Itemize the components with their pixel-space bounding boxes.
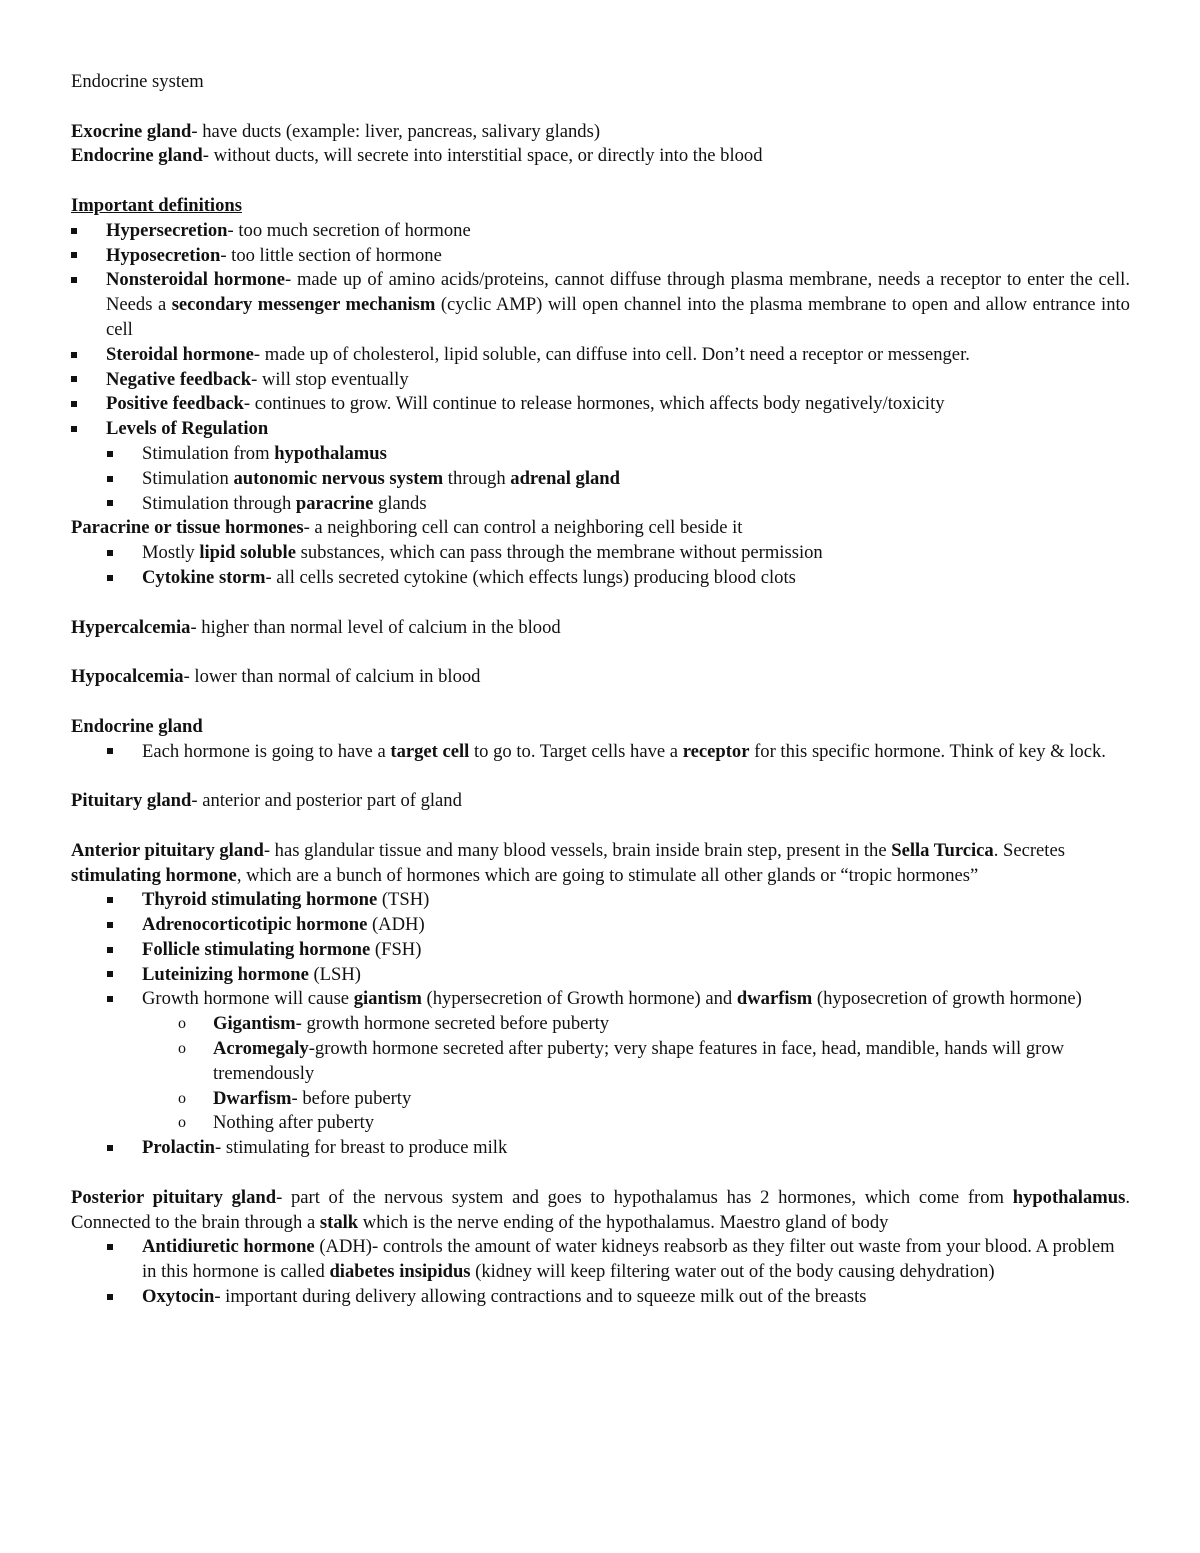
posterior-pituitary-definition	[71, 1186, 1130, 1236]
bullet	[107, 1235, 127, 1260]
text-run: -growth hormone secreted after puberty; very shape features in face, head, mandible, hands will grow tremendously	[213, 1038, 1065, 1084]
doc-title: Endocrine system	[71, 71, 204, 92]
square-bullet-icon	[107, 451, 113, 457]
bullet	[107, 492, 127, 517]
bold-term: Prolactin	[142, 1137, 215, 1159]
text-run: Nothing after puberty	[213, 1112, 375, 1134]
text-run: Stimulation	[142, 467, 234, 489]
text-run: - all cells secreted cytokine (which effects lungs) producing blood clots	[265, 566, 796, 588]
bold-term: Paracrine or tissue hormones	[71, 517, 304, 539]
bold-term: Antidiuretic hormone	[142, 1236, 315, 1258]
list-item	[71, 244, 1130, 269]
bold-term: Adrenocorticotipic hormone	[142, 914, 368, 936]
text-run: substances, which can pass through the membrane without permission	[295, 542, 823, 564]
bold-term: diabetes insipidus	[329, 1261, 471, 1283]
square-bullet-icon	[71, 376, 77, 382]
endocrine-gland-list	[71, 740, 1130, 765]
square-bullet-icon	[107, 550, 113, 556]
text-run: - continues to grow. Will continue to release hormones, which affects body negatively/toxicity	[243, 393, 945, 415]
bold-term: Hypocalcemia	[71, 666, 184, 688]
bullet	[71, 219, 91, 244]
text-run: (FSH)	[370, 938, 422, 960]
square-bullet-icon	[107, 996, 113, 1002]
bold-term: Hyposecretion	[106, 244, 221, 266]
bullet	[107, 566, 127, 591]
posterior-pituitary-list	[71, 1235, 1130, 1309]
text-run: - will stop eventually	[251, 368, 409, 390]
text-run: (TSH)	[377, 889, 430, 911]
bold-term: paracrine	[295, 492, 374, 514]
bold-term: hypothalamus	[274, 442, 387, 464]
bold-term: Levels of Regulation	[106, 418, 269, 440]
text-run: - too much secretion of hormone	[227, 219, 471, 241]
bold-term: Nonsteroidal hormone	[106, 269, 285, 291]
text-run: - anterior and posterior part of gland	[191, 790, 462, 812]
text-run: , which are a bunch of hormones which are going to stimulate all other glands or “tropic hormones”	[236, 864, 979, 886]
square-bullet-icon	[71, 252, 77, 258]
list-item	[71, 219, 1130, 244]
bullet	[107, 1136, 127, 1161]
text-run: - too little section of hormone	[220, 244, 442, 266]
bullet	[107, 442, 127, 467]
text-run: (kidney will keep filtering water out of the body causing dehydration)	[470, 1261, 995, 1283]
text-run: Growth hormone will cause	[142, 988, 354, 1010]
paracrine-list	[71, 541, 1130, 591]
text-run: - have ducts (example: liver, pancreas, salivary glands)	[191, 120, 601, 142]
text-run: through	[443, 467, 511, 489]
square-bullet-icon	[71, 401, 77, 407]
bullet	[71, 268, 91, 293]
term: Exocrine gland	[71, 120, 192, 142]
square-bullet-icon	[107, 1294, 113, 1300]
square-bullet-icon	[71, 426, 77, 432]
bold-term: Positive feedback	[106, 393, 244, 415]
term: Endocrine gland	[71, 145, 203, 167]
text-run: (cyclic AMP) will open channel into the plasma membrane to open and allow entrance into cell	[106, 294, 1130, 340]
text-run: glands	[373, 492, 427, 514]
bullet	[107, 987, 127, 1012]
bold-term: lipid soluble	[199, 542, 296, 564]
list-item	[71, 492, 1130, 517]
bold-term: Important definitions	[71, 194, 242, 216]
anterior-pituitary-definition	[71, 839, 1130, 889]
endocrine-definition	[71, 144, 1130, 169]
definitions-list	[71, 219, 1130, 517]
endocrine-gland-heading	[71, 715, 1130, 740]
bold-term: hypothalamus	[1012, 1186, 1126, 1208]
bold-term: Steroidal hormone	[106, 343, 254, 365]
text-run: which is the nerve ending of the hypothalamus. Maestro gland of body	[358, 1211, 889, 1233]
bold-term: Cytokine storm	[142, 566, 266, 588]
bold-term: Endocrine gland	[71, 715, 203, 737]
bullet	[107, 467, 127, 492]
bold-term: Oxytocin	[142, 1286, 215, 1308]
bullet	[71, 417, 91, 442]
list-item	[71, 467, 1130, 492]
list-item	[71, 913, 1130, 938]
pituitary-definition	[71, 789, 1130, 814]
text-run: . Secretes	[993, 839, 1065, 861]
bullet	[71, 343, 91, 368]
bold-term: giantism	[353, 988, 422, 1010]
list-item	[71, 392, 1130, 417]
text-run: - part of the nervous system and goes to hypothalamus has 2 hormones, which come from	[276, 1186, 1013, 1208]
text-run: - made up of cholesterol, lipid soluble, can diffuse into cell. Don’t need a receptor or messenger.	[253, 343, 970, 365]
bold-term: dwarfism	[736, 988, 813, 1010]
list-item	[71, 368, 1130, 393]
bold-term: Pituitary gland	[71, 790, 192, 812]
bold-term: adrenal gland	[510, 467, 620, 489]
text-run: (hypersecretion of Growth hormone) and	[421, 988, 737, 1010]
bold-term: Gigantism	[213, 1013, 296, 1035]
bullet	[107, 541, 127, 566]
hypercalcemia-definition	[71, 616, 1130, 641]
square-bullet-icon	[107, 947, 113, 953]
text-run: - a neighboring cell can control a neighboring cell beside it	[303, 517, 743, 539]
square-bullet-icon	[107, 1244, 113, 1250]
square-bullet-icon	[107, 500, 113, 506]
text-run: Mostly	[142, 542, 200, 564]
bold-term: Acromegaly	[213, 1038, 309, 1060]
list-item	[71, 1111, 1130, 1136]
list-item	[71, 417, 1130, 442]
text-run: (LSH)	[308, 963, 362, 985]
bold-term: Anterior pituitary gland	[71, 839, 264, 861]
square-bullet-icon	[107, 1145, 113, 1151]
bold-term: target cell	[390, 740, 470, 762]
text-run: - stimulating for breast to produce milk	[215, 1137, 508, 1159]
bold-term: Sella Turcica	[891, 839, 994, 861]
bullet	[71, 392, 91, 417]
bullet	[71, 368, 91, 393]
list-item	[71, 541, 1130, 566]
definitions-heading	[71, 194, 1130, 219]
circle-bullet-icon: o	[178, 1015, 186, 1033]
square-bullet-icon	[71, 277, 77, 283]
text-run: for this specific hormone. Think of key & lock.	[749, 740, 1106, 762]
text-run: Stimulation from	[142, 442, 275, 464]
square-bullet-icon	[107, 575, 113, 581]
bullet	[107, 888, 127, 913]
text-run: (hyposecretion of growth hormone)	[812, 988, 1082, 1010]
bold-term: Posterior pituitary gland	[71, 1186, 277, 1208]
list-item	[71, 963, 1130, 988]
list-item	[71, 566, 1130, 591]
text-run: to go to. Target cells have a	[469, 740, 683, 762]
hypocalcemia-definition	[71, 665, 1130, 690]
bold-term: Hypersecretion	[106, 219, 228, 241]
bold-term: Dwarfism	[213, 1087, 292, 1109]
text-run: Stimulation through	[142, 492, 296, 514]
square-bullet-icon	[71, 228, 77, 234]
text-run: - lower than normal of calcium in blood	[183, 666, 481, 688]
bold-term: autonomic nervous system	[233, 467, 444, 489]
list-item	[71, 987, 1130, 1012]
text-run: (ADH)	[367, 914, 425, 936]
bold-term: Luteinizing hormone	[142, 963, 309, 985]
square-bullet-icon	[107, 971, 113, 977]
text-run: - important during delivery allowing contractions and to squeeze milk out of the breasts	[214, 1286, 867, 1308]
bullet	[107, 740, 127, 765]
list-item	[71, 1087, 1130, 1112]
list-item	[71, 1136, 1130, 1161]
circle-bullet-icon: o	[178, 1040, 186, 1058]
underline	[71, 195, 242, 216]
list-item	[71, 268, 1130, 342]
text-run: - made up of amino acids/proteins, cannot diffuse through plasma membrane, needs a receptor to enter the cell. Needs a	[106, 269, 1130, 316]
list-item	[71, 888, 1130, 913]
bold-term: stalk	[319, 1211, 359, 1233]
bold-term: Follicle stimulating hormone	[142, 938, 371, 960]
text-run: - has glandular tissue and many blood vessels, brain inside brain step, present in the	[263, 839, 892, 861]
square-bullet-icon	[107, 897, 113, 903]
text-run: - higher than normal level of calcium in the blood	[190, 616, 561, 638]
text-run: - without ducts, will secrete into interstitial space, or directly into the blood	[202, 145, 763, 167]
bold-term: Hypercalcemia	[71, 616, 191, 638]
bold-term: Negative feedback	[106, 368, 252, 390]
text-run: (ADH)- controls the amount of water kidneys reabsorb as they filter out waste from your blood. A problem in this hormone is called	[142, 1236, 1115, 1283]
exocrine-definition	[71, 120, 1130, 145]
list-item	[71, 1037, 1130, 1087]
list-item	[71, 1012, 1130, 1037]
text-run: . Connected to the brain through a	[71, 1186, 1130, 1233]
bullet	[107, 938, 127, 963]
list-item	[71, 442, 1130, 467]
bullet	[107, 913, 127, 938]
circle-bullet-icon: o	[178, 1089, 186, 1107]
bullet	[107, 963, 127, 988]
list-item	[71, 1235, 1130, 1285]
bold-term: secondary messenger mechanism	[171, 294, 436, 316]
square-bullet-icon	[71, 352, 77, 358]
text-run: - growth hormone secreted before puberty	[295, 1013, 610, 1035]
bullet	[107, 1285, 127, 1310]
list-item	[71, 740, 1130, 765]
text-run: - before puberty	[291, 1087, 412, 1109]
list-item	[71, 1285, 1130, 1310]
bold-term: Thyroid stimulating hormone	[142, 889, 378, 911]
circle-bullet-icon: o	[178, 1114, 186, 1132]
square-bullet-icon	[107, 922, 113, 928]
list-item	[71, 938, 1130, 963]
bullet	[71, 244, 91, 269]
text-run: Each hormone is going to have a	[142, 740, 391, 762]
bold-term: stimulating hormone	[71, 864, 237, 886]
square-bullet-icon	[107, 748, 113, 754]
square-bullet-icon	[107, 476, 113, 482]
bold-term: receptor	[682, 740, 750, 762]
anterior-pituitary-list	[71, 888, 1130, 1161]
list-item	[71, 343, 1130, 368]
paracrine-definition	[71, 516, 1130, 541]
